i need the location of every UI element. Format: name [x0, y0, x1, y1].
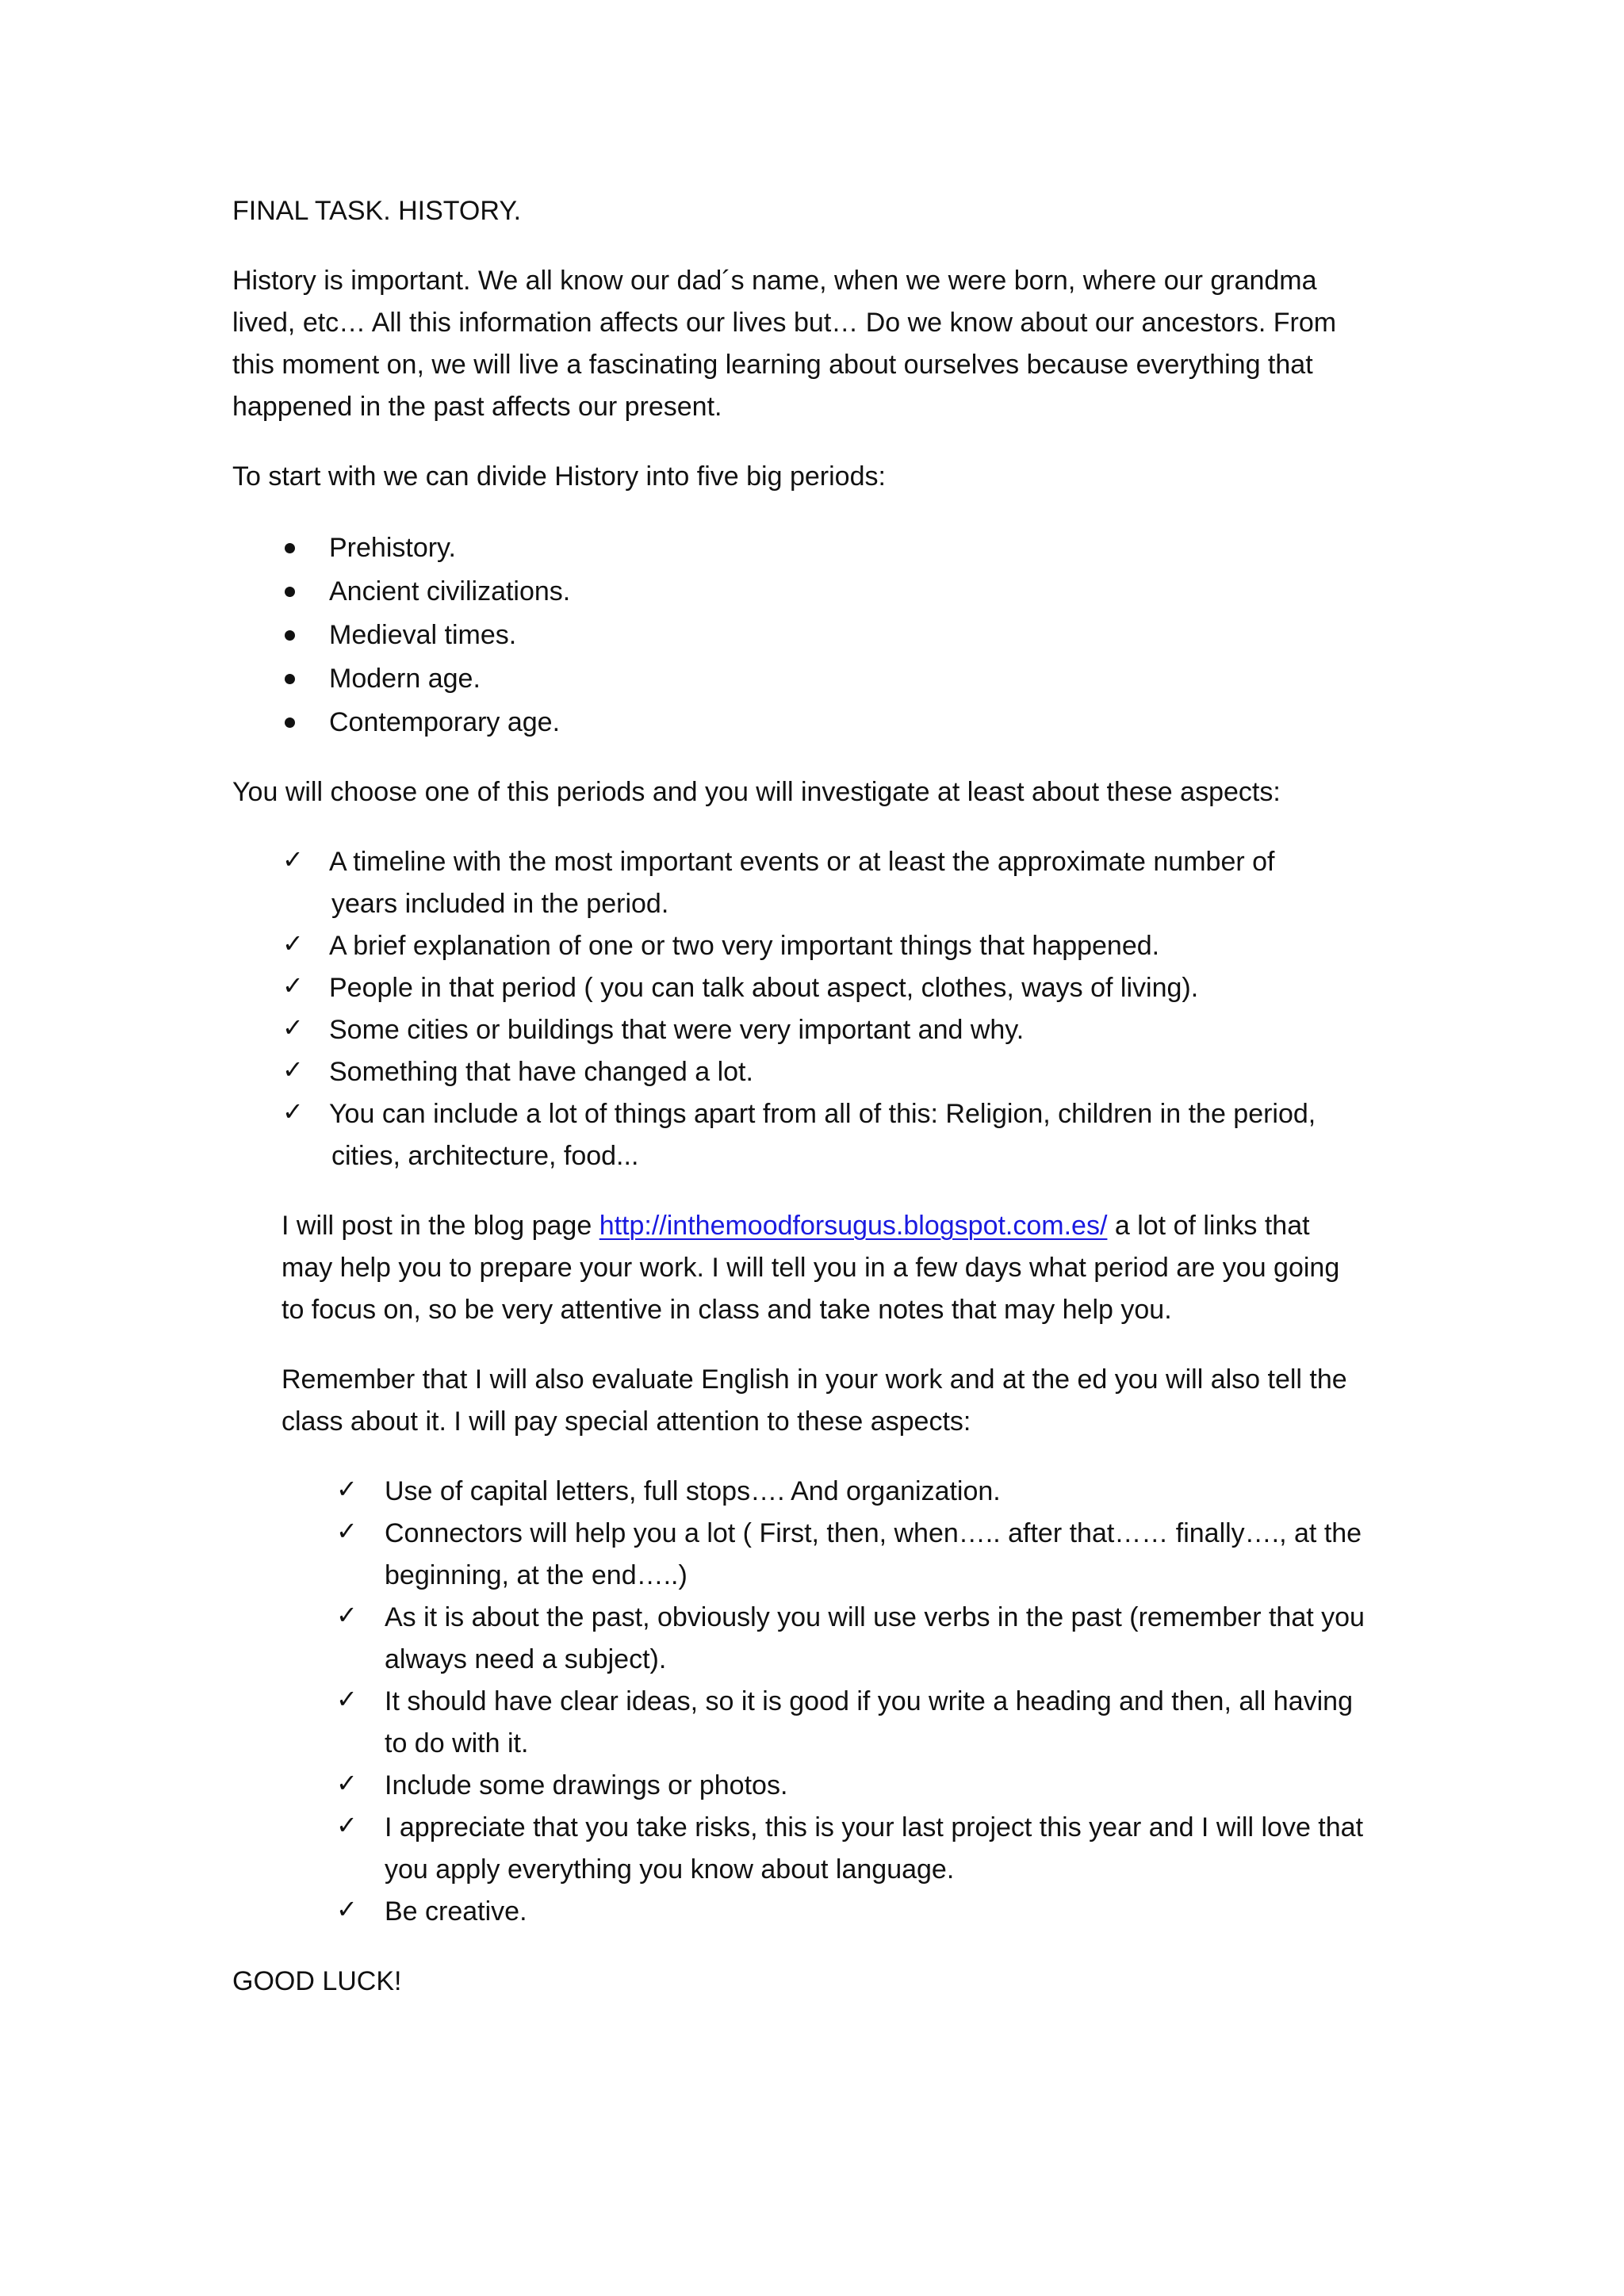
blog-line: to focus on, so be very attentive in class and take notes that may help you. [282, 1295, 1172, 1325]
bullet-dot-icon [285, 543, 295, 553]
aspect-item: You can include a lot of things apart from all of this: Religion, children in the period, [329, 1099, 1316, 1129]
checkmark-icon: ✓ [336, 1600, 358, 1630]
english-aspect-item-continued: you apply everything you know about language. [385, 1854, 955, 1885]
blog-line: may help you to prepare your work. I will tell you in a few days what period are you going [282, 1253, 1340, 1283]
english-aspect-item-continued: beginning, at the end…..) [385, 1560, 688, 1590]
aspect-item: People in that period ( you can talk about aspect, clothes, ways of living). [329, 973, 1199, 1003]
remember-line: Remember that I will also evaluate English in your work and at the ed you will also tell the [282, 1364, 1347, 1395]
bullet-dot-icon [285, 718, 295, 728]
intro-line: lived, etc… All this information affects our lives but… Do we know about our ancestors. From [232, 308, 1337, 338]
checkmark-icon: ✓ [282, 1012, 304, 1043]
english-aspect-item: Connectors will help you a lot ( First, then, when….. after that…… finally…., at the [385, 1518, 1362, 1548]
document-title: FINAL TASK. HISTORY. [232, 196, 522, 226]
checkmark-icon: ✓ [282, 844, 304, 874]
period-item: Contemporary age. [329, 707, 561, 737]
aspects-intro: You will choose one of this periods and you will investigate at least about these aspects: [232, 777, 1281, 807]
english-aspect-item-continued: always need a subject). [385, 1644, 667, 1674]
checkmark-icon: ✓ [336, 1516, 358, 1546]
aspect-item: Some cities or buildings that were very important and why. [329, 1015, 1025, 1045]
english-aspect-item: It should have clear ideas, so it is good if you write a heading and then, all having [385, 1686, 1353, 1716]
blog-text-after-link: a lot of links that [1107, 1211, 1310, 1241]
checkmark-icon: ✓ [282, 970, 304, 1001]
blog-text-before-link: I will post in the blog page [282, 1211, 599, 1241]
english-aspect-item: Use of capital letters, full stops…. And organization. [385, 1476, 1001, 1506]
english-aspect-item: Include some drawings or photos. [385, 1770, 788, 1800]
checkmark-icon: ✓ [336, 1894, 358, 1924]
aspect-item: Something that have changed a lot. [329, 1057, 753, 1087]
aspect-item-continued: years included in the period. [331, 889, 669, 919]
english-aspect-item-continued: to do with it. [385, 1728, 529, 1758]
aspect-item-continued: cities, architecture, food... [331, 1141, 639, 1171]
remember-line: class about it. I will pay special attention to these aspects: [282, 1406, 971, 1437]
closing-text: GOOD LUCK! [232, 1966, 402, 1996]
checkmark-icon: ✓ [336, 1768, 358, 1798]
aspect-item: A brief explanation of one or two very important things that happened. [329, 931, 1160, 961]
checkmark-icon: ✓ [282, 928, 304, 959]
english-aspect-item: As it is about the past, obviously you will use verbs in the past (remember that you [385, 1602, 1365, 1632]
checkmark-icon: ✓ [282, 1054, 304, 1085]
english-aspect-item: Be creative. [385, 1896, 527, 1927]
blog-link[interactable]: http://inthemoodforsugus.blogspot.com.es/ [599, 1211, 1108, 1241]
period-item: Prehistory. [329, 533, 456, 563]
intro-line: this moment on, we will live a fascinating learning about ourselves because everything that [232, 350, 1313, 380]
periods-intro: To start with we can divide History into five big periods: [232, 461, 886, 492]
bullet-dot-icon [285, 587, 295, 597]
aspect-item: A timeline with the most important events or at least the approximate number of [329, 847, 1275, 877]
period-item: Ancient civilizations. [329, 576, 571, 607]
bullet-dot-icon [285, 674, 295, 684]
period-item: Modern age. [329, 664, 481, 694]
intro-line: happened in the past affects our present. [232, 392, 722, 422]
checkmark-icon: ✓ [336, 1474, 358, 1504]
period-item: Medieval times. [329, 620, 517, 650]
bullet-dot-icon [285, 630, 295, 641]
blog-line [282, 1205, 1310, 1247]
checkmark-icon: ✓ [336, 1810, 358, 1840]
intro-line: History is important. We all know our dad´s name, when we were born, where our grandma [232, 266, 1317, 296]
checkmark-icon: ✓ [336, 1684, 358, 1714]
english-aspect-item: I appreciate that you take risks, this is your last project this year and I will love that [385, 1812, 1364, 1843]
checkmark-icon: ✓ [282, 1096, 304, 1127]
